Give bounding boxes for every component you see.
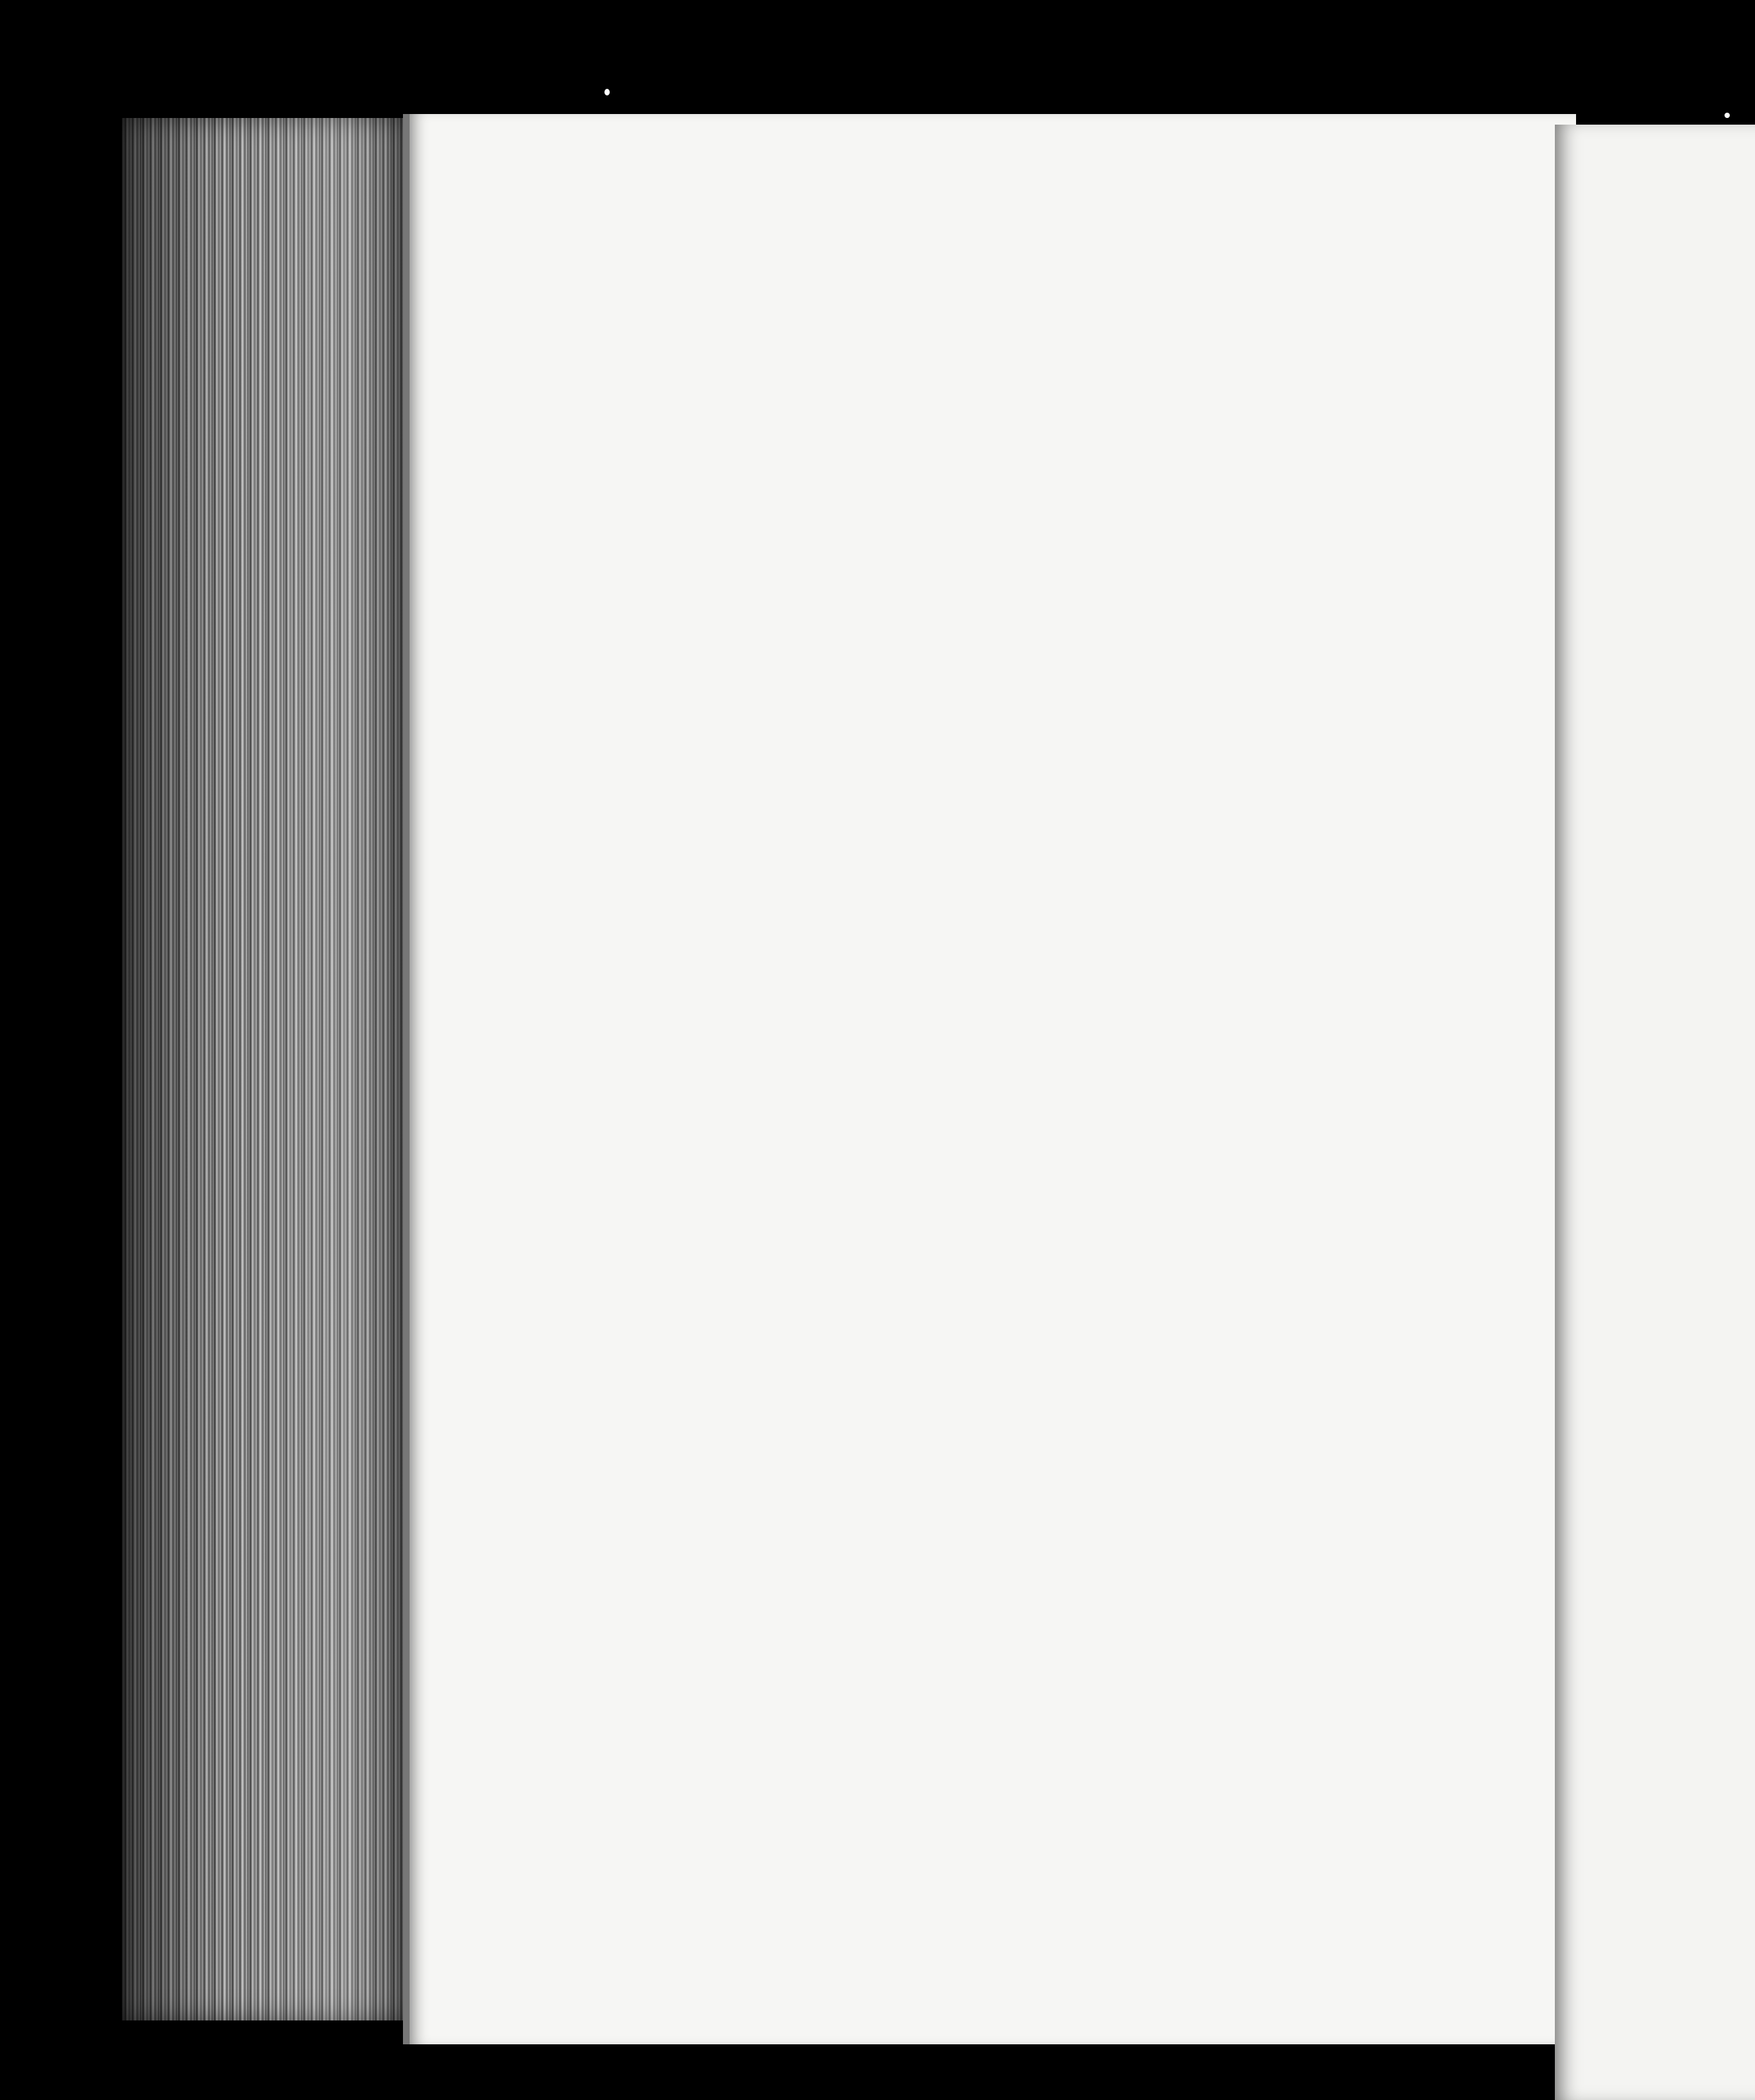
right-page bbox=[1555, 125, 1755, 2100]
scan-speck bbox=[604, 89, 610, 95]
left-page bbox=[403, 114, 1576, 2044]
book-fore-edge bbox=[122, 118, 403, 2020]
scan-speck bbox=[1725, 113, 1730, 118]
